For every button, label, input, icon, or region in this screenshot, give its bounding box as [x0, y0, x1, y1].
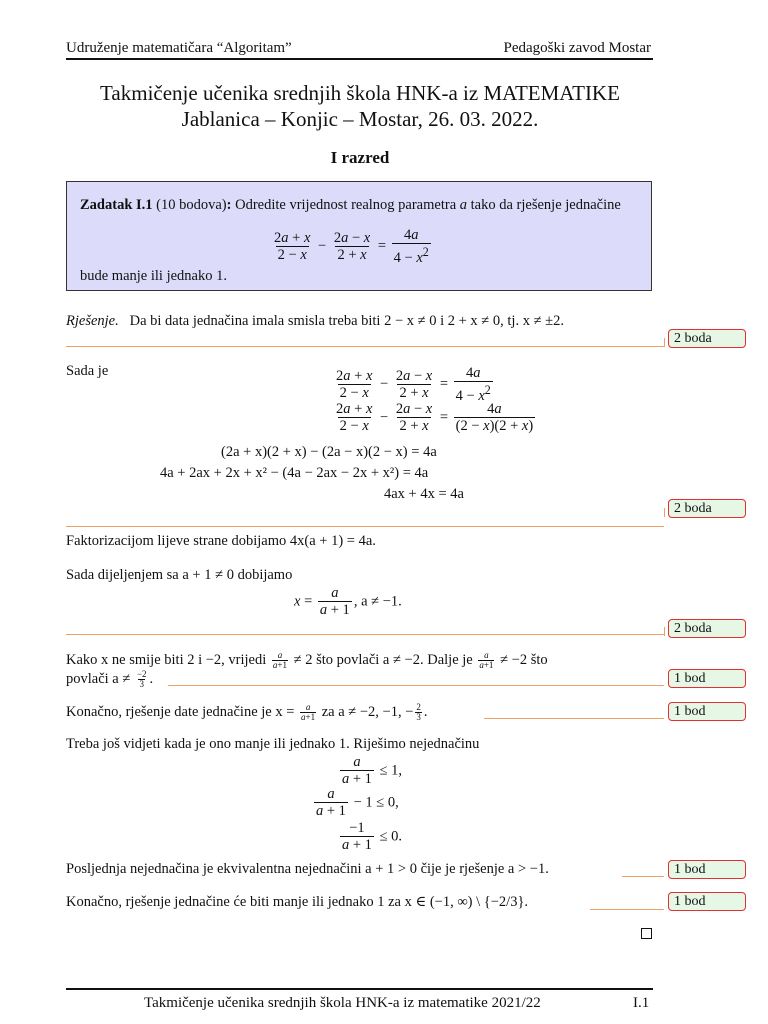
equation-line-5: 4ax + 4x = 4a [384, 486, 464, 502]
task-text-before: Odredite vrijednost realnog parametra [235, 197, 457, 213]
score-line [66, 346, 664, 347]
equation-line-3: (2a + x)(2 + x) − (2a − x)(2 − x) = 4a [221, 444, 437, 460]
solution-intro-text: Da bi data jednačina imala smisla treba biti 2 − x ≠ 0 i 2 + x ≠ 0, tj. x ≠ ±2. [129, 313, 564, 329]
konacno-line: Konačno, rješenje date jednačine je x = $\frac{a}{a+1}$ za a ≠ −2, −1, − $\frac{2}{3}$ . [66, 702, 428, 723]
score-tick [664, 508, 665, 517]
score-tick [664, 338, 665, 347]
x-solution: x = $\frac{a}{a + 1}$ , a ≠ −1. [294, 585, 402, 618]
points-badge: 2 boda [668, 329, 746, 348]
equation-line-2: $\frac{2a + x}{2 - x}$ − $\frac{2a - x}{2 + x}$ = $\frac{4a}{(2 - x)(2 + x)}$ [336, 401, 534, 434]
score-tick [664, 627, 665, 636]
equation-line-1: $\frac{2a + x}{2 - x}$ − $\frac{2a - x}{2 + x}$ = $\frac{4a}{4 - x^2}$ [336, 365, 491, 404]
points-badge: 1 bod [668, 702, 746, 721]
x-condition: , a ≠ −1. [353, 593, 402, 610]
points-badge: 1 bod [668, 860, 746, 879]
factor-text: Faktorizacijom lijeve strane dobijamo 4x(a + 1) = 4a. [66, 533, 376, 549]
points-badge: 2 boda [668, 499, 746, 518]
score-line [484, 718, 664, 719]
task-text-after: tako da rješenje jednačine [470, 197, 621, 213]
task-end: bude manje ili jednako 1. [80, 268, 227, 284]
page-title: Takmičenje učenika srednjih škola HNK-a iz MATEMATIKE [100, 81, 620, 105]
score-line [66, 634, 664, 635]
points-badge: 1 bod [668, 669, 746, 688]
page-subtitle: Jablanica – Konjic – Mostar, 26. 03. 2022. [181, 107, 539, 131]
kako-line-2: povlači a ≠ $\frac{-2}{3}$ . [66, 669, 154, 690]
score-line [168, 685, 664, 686]
task-param: a [459, 197, 468, 213]
treba-text: Treba još vidjeti kada je ono manje ili jednako 1. Riješimo nejednačinu [66, 736, 480, 752]
posljednja-text: Posljednja nejednačina je ekvivalentna nejednačini a + 1 > 0 čije je rješenje a > −1. [66, 861, 549, 877]
inequality-2: $\frac{a}{a + 1}$ − 1 ≤ 0, [316, 786, 399, 819]
page-number: I.1 [633, 995, 650, 1011]
points-badge: 2 boda [668, 619, 746, 638]
solution-label: Rješenje. [66, 313, 119, 329]
points-badge: 1 bod [668, 892, 746, 911]
inequality-1: $\frac{a}{a + 1}$ ≤ 1, [342, 754, 403, 787]
task-points: (10 bodova) [156, 197, 227, 213]
footer-text: Takmičenje učenika srednjih škola HNK-a iz matematike 2021/22 [144, 995, 541, 1011]
final-text: Konačno, rješenje jednačine će biti manje ili jednako 1 za x ∈ (−1, ∞) \ {−2/3}. [66, 894, 529, 910]
footer-rule [66, 988, 653, 990]
solution-intro [66, 312, 564, 330]
equation-line-4: 4a + 2ax + 2x + x² − (4a − 2ax − 2x + x²) = 4a [160, 465, 429, 481]
class-title: I razred [330, 148, 390, 167]
kako-line-1: Kako x ne smije biti 2 i −2, vrijedi $\frac{a}{a+1}$ ≠ 2 što povlači a ≠ −2. Dalje je $\frac{a}{a+1}$ ≠ −2 što [66, 650, 548, 671]
score-line [622, 876, 664, 877]
qed-square [641, 928, 652, 939]
header-left: Udruženje matematičara “Algoritam” [66, 40, 292, 56]
sada-je: Sada je [66, 363, 109, 379]
score-line [66, 526, 664, 527]
task-statement: Zadatak I.1 (10 bodova): Odredite vrijednost realnog parametra a tako da rješenje jednačine [80, 197, 621, 213]
inequality-3: $\frac{-1}{a + 1}$ ≤ 0. [342, 820, 403, 853]
score-line [590, 909, 664, 910]
header-rule [66, 58, 653, 60]
header-right: Pedagoški zavod Mostar [503, 40, 651, 56]
task-label: Zadatak I.1 [80, 197, 153, 213]
divide-text: Sada dijeljenjem sa a + 1 ≠ 0 dobijamo [66, 567, 293, 583]
task-equation: $\frac{2a + x}{2 - x}$ − $\frac{2a - x}{2 + x}$ = $\frac{4a}{4 - x^2}$ [274, 227, 429, 266]
